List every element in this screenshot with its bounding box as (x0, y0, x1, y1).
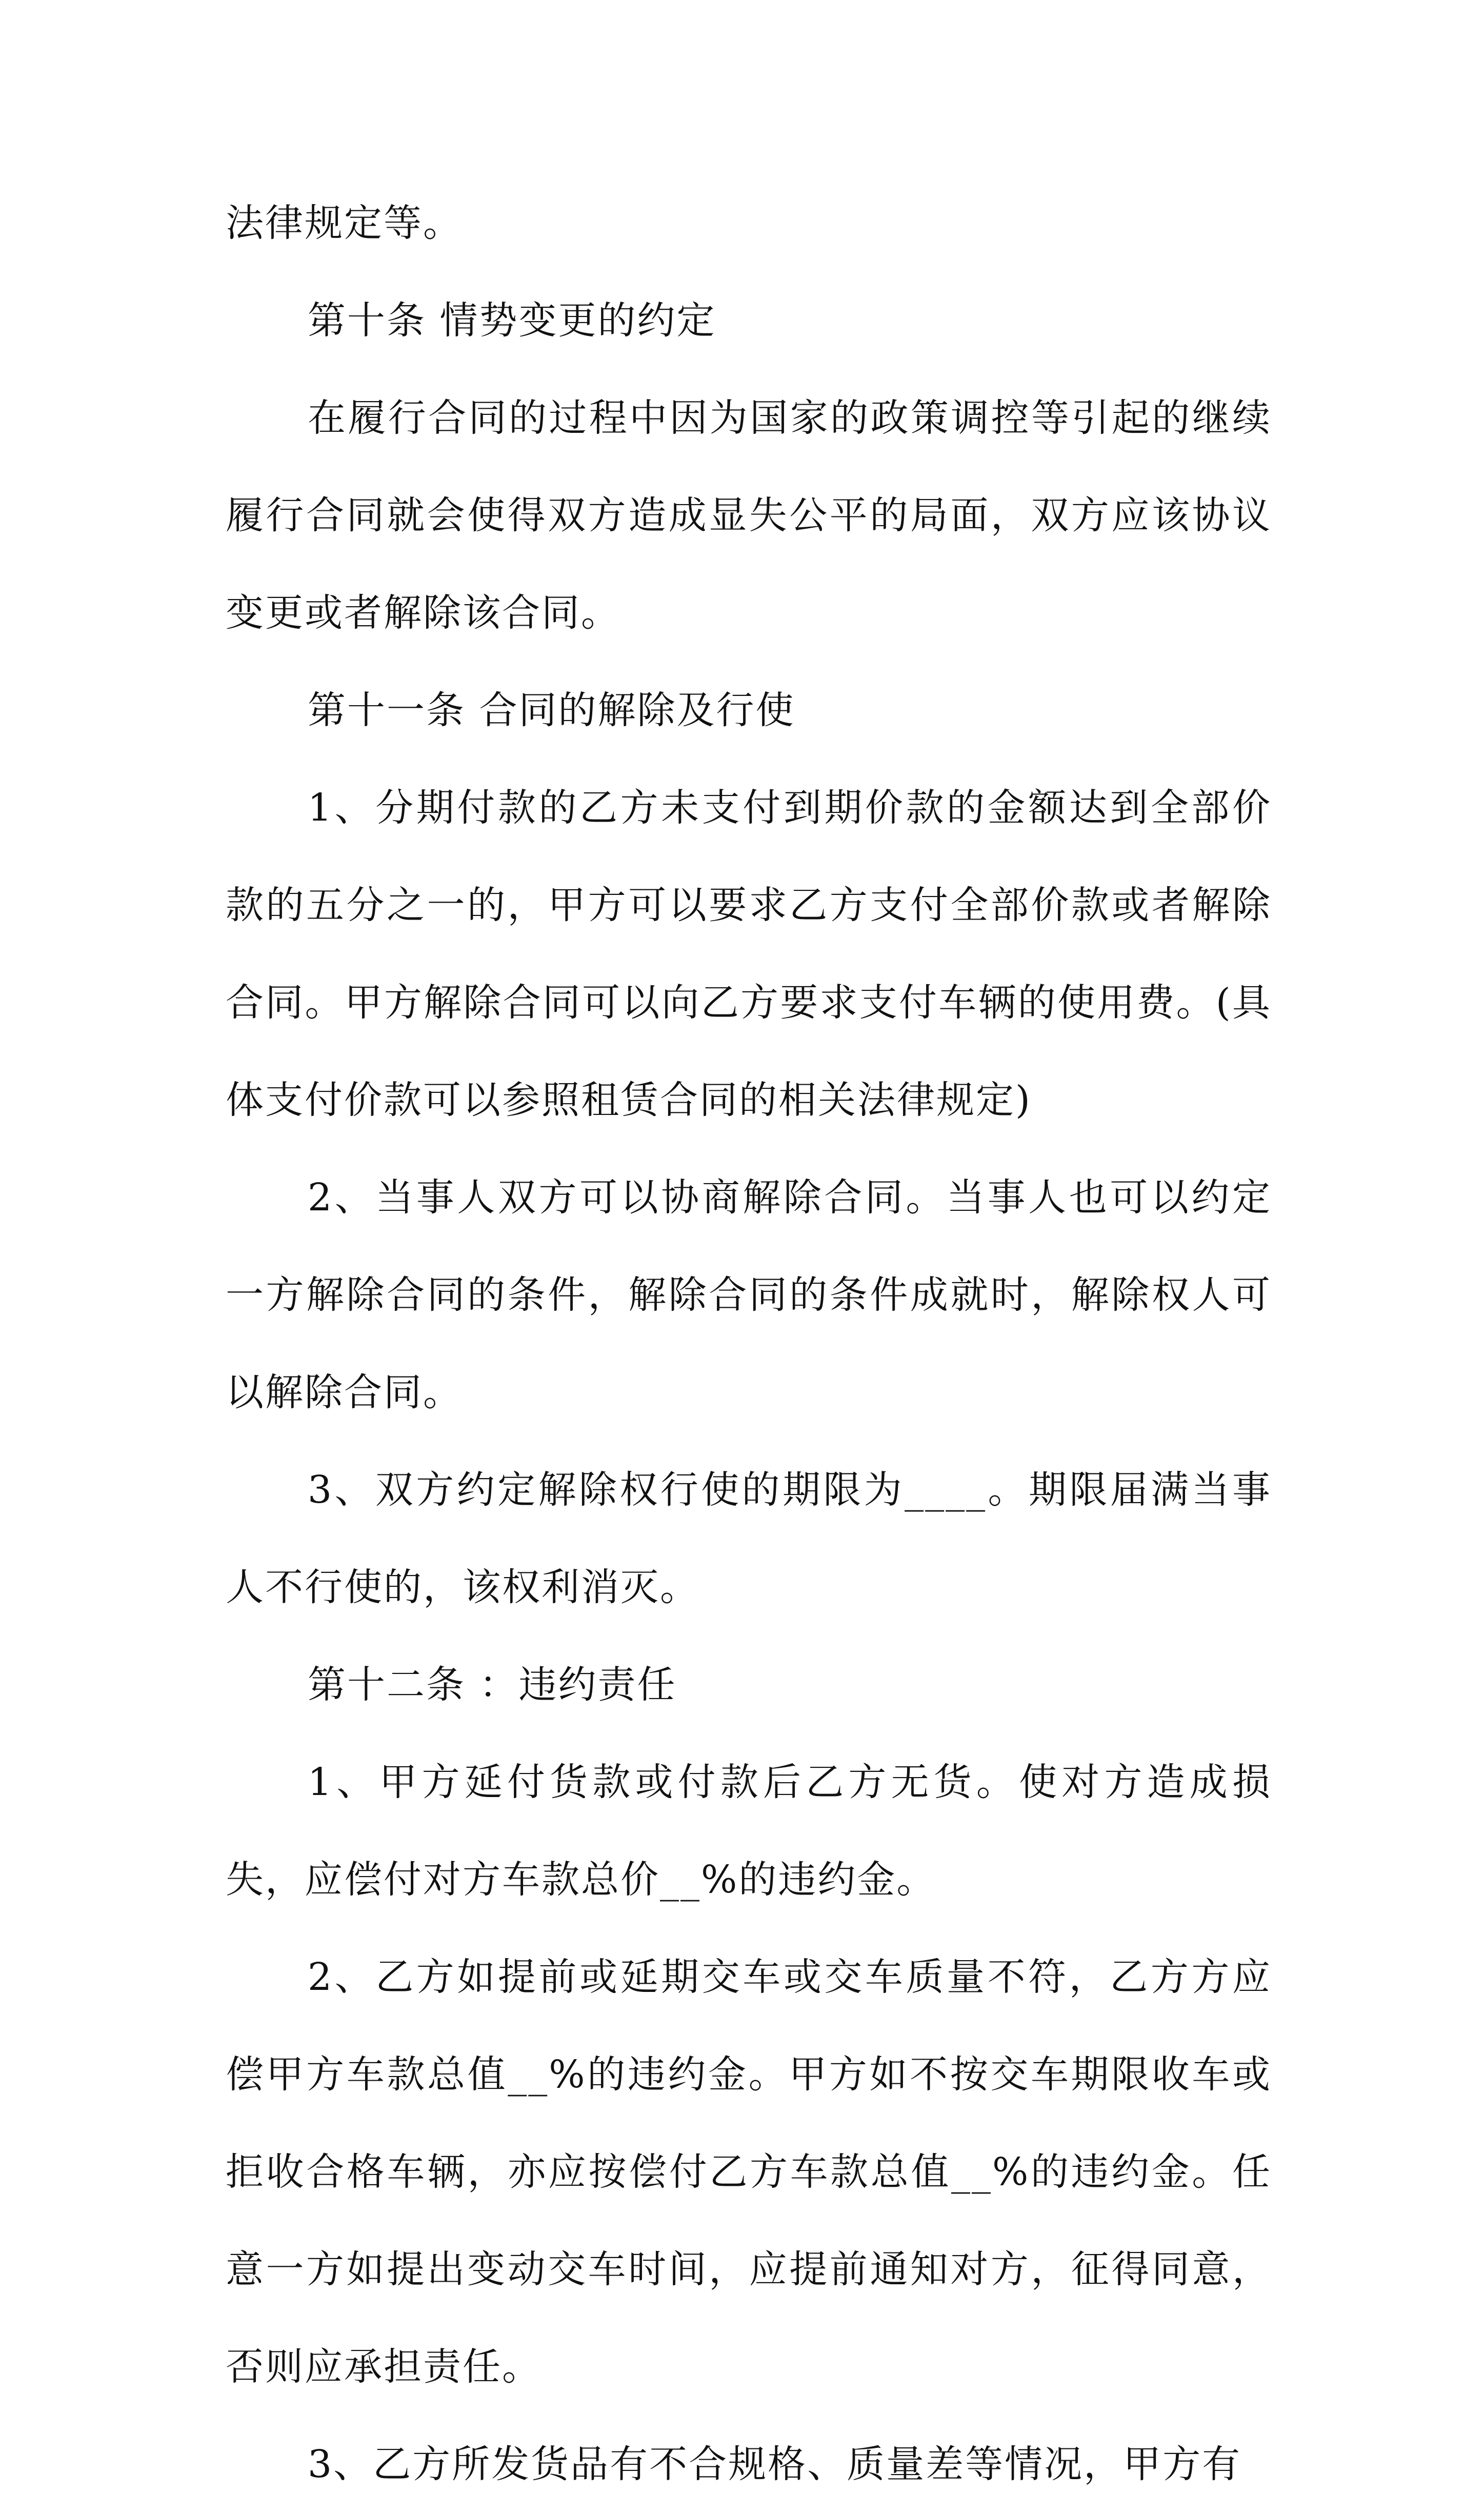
article-10-paragraph: 在履行合同的过程中因为国家的政策调控等引起的继续履行合同就会使得双方造成显失公平的局面，双方应该协议变更或者解除该合同。 (226, 396, 1272, 635)
article-10-heading: 第十条 情势变更的约定 (308, 298, 716, 343)
article-11-heading: 第十一条 合同的解除及行使 (308, 688, 795, 732)
article-11-clause-2: 2、当事人双方可以协商解除合同。当事人也可以约定一方解除合同的条件，解除合同的条件成就时，解除权人可以解除合同。 (226, 1175, 1272, 1414)
article-12-clause-1: 1、甲方延付货款或付款后乙方无货。使对方造成损失，应偿付对方车款总价__%的违约金。 (226, 1760, 1272, 1902)
document-body (226, 174, 1272, 2513)
article-11-clause-3: 3、双方约定解除权行使的期限为____。期限届满当事人不行使的，该权利消灭。 (226, 1468, 1272, 1609)
article-11-clause-1: 1、分期付款的乙方未支付到期价款的金额达到全部价款的五分之一的，甲方可以要求乙方支付全部价款或者解除合同。甲方解除合同可以向乙方要求支付车辆的使用费。(具体支付价款可以参照租赁合同的相关法律规定) (226, 786, 1272, 1122)
article-12-clause-2: 2、乙方如提前或延期交车或交车质量不符，乙方方应偿甲方车款总值__%的违约金。甲方如不按交车期限收车或拒收合格车辆，亦应按偿付乙方车款总值__%的违约金。任意一方如提出变动交车时间，应提前通知对方，征得同意，否则应承担责任。 (226, 1955, 1272, 2389)
article-12-clause-3: 3、乙方所发货品有不合规格、质量差等情况，甲方有 (308, 2442, 1242, 2486)
article-12-heading: 第十二条 ：违约责任 (308, 1663, 677, 1707)
paragraph-continuation: 法律规定等。 (226, 201, 463, 245)
